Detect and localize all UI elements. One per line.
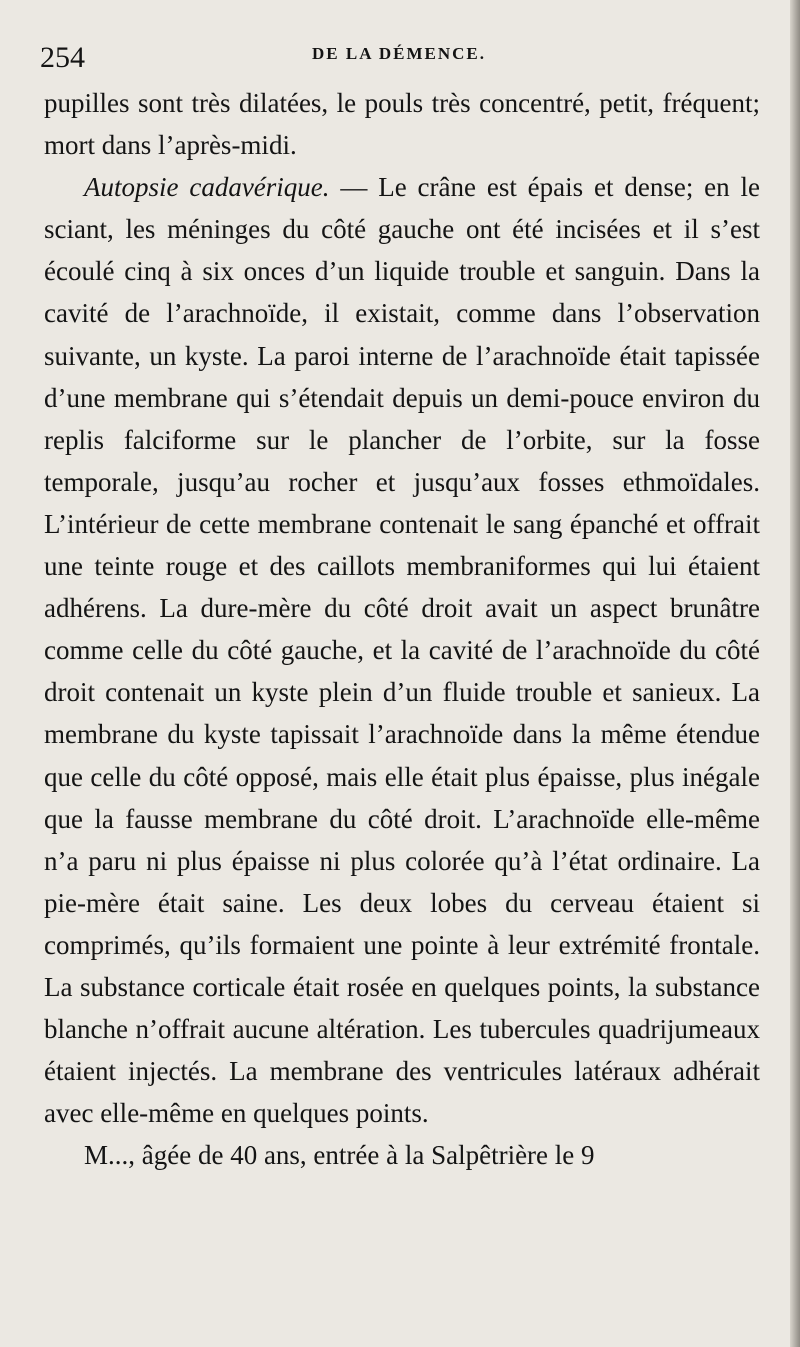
page-number: 254 bbox=[40, 41, 85, 74]
paragraph-autopsy bbox=[44, 166, 760, 1134]
autopsy-heading: Autopsie cadavérique. bbox=[84, 172, 330, 203]
paragraph-next-case: M..., âgée de 40 ans, entrée à la Salpêtrière le 9 bbox=[84, 1140, 595, 1171]
body-text bbox=[44, 82, 760, 1176]
autopsy-text: — Le crâne est épais et dense; en le sciant, les méninges du côté gauche ont été incisées et il s’est écoulé cinq à six onces d’un liquide trouble et sanguin. Dans la cavité de l’arachnoïde, il existait, comme dans l’observation suivante, un kyste. La paroi interne de l’arachnoïde était tapissée d’une membrane qui s’étendait depuis un demi-pouce environ du replis falciforme sur le plancher de l’orbite, sur la fosse temporale, jusqu’au rocher et jusqu’aux fosses ethmoïdales. L’intérieur de cette membrane contenait le sang épanché et offrait une teinte rouge et des caillots membraniformes qui lui étaient adhérens. La dure-mère du côté droit avait un aspect brunâtre comme celle du côté gauche, et la cavité de l’arachnoïde du côté droit contenait un kyste plein d’un fluide trouble et sanieux. La membrane du kyste tapissait l’arachnoïde dans la même étendue que celle du côté opposé, mais elle était plus épaisse, plus inégale que la fausse membrane du côté droit. L’arachnoïde elle-même n’a paru ni plus épaisse ni plus colorée qu’à l’état ordinaire. La pie-mère était saine. Les deux lobes du cerveau étaient si comprimés, qu’ils formaient une pointe à leur extrémité frontale. La substance corticale était rosée en quelques points, la substance blanche n’offrait aucune altération. Les tubercules quadrijumeaux étaient injectés. La membrane des ventricules latéraux adhérait avec elle-même en quelques points. bbox=[44, 172, 760, 1129]
page-header bbox=[40, 38, 758, 78]
page-edge-shadow bbox=[790, 0, 800, 1347]
paragraph-continuation: pupilles sont très dilatées, le pouls très concentré, petit, fréquent; mort dans l’après-midi. bbox=[44, 88, 760, 161]
running-head: DE LA DÉMENCE. bbox=[312, 44, 486, 63]
